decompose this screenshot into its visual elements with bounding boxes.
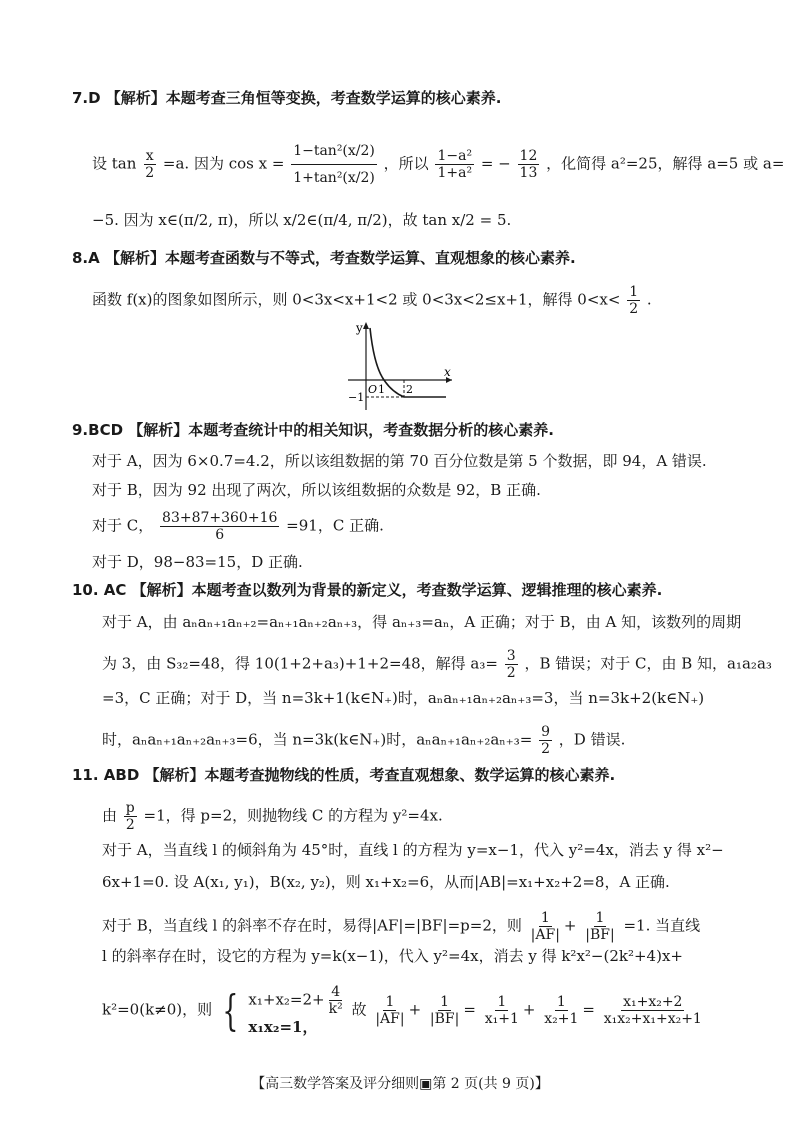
q8-heading: 8.A 【解析】本题考查函数与不等式，考查数学运算、直观想象的核心素养.: [72, 249, 576, 267]
q10-line2: 为 3，由 S₃₂=48，得 10(1+2+a₃)+1+2=48，解得 a₃= $\frac{3}{2}$ ，B 错误；对于 C，由 B 知，a₁a₂a₃: [102, 648, 772, 681]
q11-line2: 对于 A，当直线 l 的倾斜角为 45°时，直线 l 的方程为 y=x−1，代入 y²=4x，消去 y 得 x²−: [102, 841, 724, 859]
q7-heading: 7.D 【解析】本题考查三角恒等变换，考查数学运算的核心素养.: [72, 89, 502, 107]
x-label: x: [444, 365, 451, 379]
y-axis-arrow: [363, 322, 369, 329]
page-footer: 【高三数学答案及评分细则▣第 2 页(共 9 页)】: [251, 1076, 549, 1092]
q7-line2: −5. 因为 x∈(π/2, π)，所以 x/2∈(π/4, π/2)，故 tan x/2 = 5.: [92, 211, 512, 229]
q11-heading: 11. ABD 【解析】本题考查抛物线的性质，考查直观想象、数学运算的核心素养.: [72, 766, 616, 784]
q11-line1: 由 $\frac{p}{2}$ =1，得 p=2，则抛物线 C 的方程为 y²=4x.: [102, 800, 443, 833]
origin-label: O: [368, 383, 378, 396]
q9-d: 对于 D，98−83=15，D 正确.: [92, 553, 303, 571]
q11-line4: 对于 B，当直线 l 的斜率不存在时，易得|AF|=|BF|=p=2，则 $\frac{1}{|AF|}$ + $\frac{1}{|BF|}$ =1. 当直线: [102, 910, 701, 943]
q8-line1: 函数 f(x)的图象如图所示，则 0<3x<x+1<2 或 0<3x<2≤x+1，解得 0<x< $\frac{1}{2}$ .: [92, 284, 652, 317]
cos-fraction: $\frac{\text{1−tan²(x/2)}}{\text{1+tan²(x/2)}}$: [291, 138, 377, 191]
q10-line4: 时，aₙaₙ₊₁aₙ₊₂aₙ₊₃=6，当 n=3k(k∈N₊)时，aₙaₙ₊₁aₙ₊₂aₙ₊₃= $\frac{9}{2}$ ，D 错误.: [102, 724, 626, 757]
q11-line6: k²=0(k≠0)，则 { x₁+x₂=2+ $\frac{4}{\text{k²}}$ x₁x₂=1， 故 $\frac{1}{|AF|}$ + $\frac{1}{|BF|}$ = $\frac{1}{\text{x₁+1}}$ + $\frac{1}{\text{x₂+1}}$ = $\frac{\text{x₁+x₂+2}}{\text{x₁x₂+x₁+x₂+1}}$: [102, 984, 702, 1036]
q9-heading: 9.BCD 【解析】本题考查统计中的相关知识，考查数据分析的核心素养.: [72, 421, 554, 439]
tick-1: 1: [378, 383, 385, 396]
tick-2: 2: [406, 383, 413, 396]
q9-a: 对于 A，因为 6×0.7=4.2，所以该组数据的第 70 百分位数是第 5 个数据，即 94，A 错误.: [92, 452, 707, 470]
q9-b: 对于 B，因为 92 出现了两次，所以该组数据的众数是 92，B 正确.: [92, 481, 541, 499]
function-graph: [340, 318, 460, 414]
q11-line5: l 的斜率存在时，设它的方程为 y=k(x−1)，代入 y²=4x，消去 y 得 k²x²−(2k²+4)x+: [102, 947, 683, 965]
q10-line3: =3，C 正确；对于 D，当 n=3k+1(k∈N₊)时，aₙaₙ₊₁aₙ₊₂aₙ₊₃=3，当 n=3k+2(k∈N₊): [102, 689, 705, 707]
q10-line1: 对于 A，由 aₙaₙ₊₁aₙ₊₂=aₙ₊₁aₙ₊₂aₙ₊₃，得 aₙ₊₃=aₙ，A 正确；对于 B，由 A 知，该数列的周期: [102, 613, 742, 631]
y-label: y: [356, 321, 363, 335]
q11-line3: 6x+1=0. 设 A(x₁, y₁)，B(x₂, y₂)，则 x₁+x₂=6，从而|AB|=x₁+x₂+2=8，A 正确.: [102, 873, 670, 891]
equation-system: x₁+x₂=2+ $\frac{4}{\text{k²}}$ x₁x₂=1，: [248, 984, 343, 1036]
q9-c: 对于 C， $\frac{83+87+360+16}{6}$ =91，C 正确.: [92, 510, 384, 543]
q10-heading: 10. AC 【解析】本题考查以数列为背景的新定义，考查数学运算、逻辑推理的核心素养.: [72, 581, 663, 599]
tick-minus1: −1: [348, 391, 365, 404]
q7-line1: 设 tan $\frac{x}{2}$ =a. 因为 cos x = $\frac{\text{1−tan²(x/2)}}{\text{1+tan²(x/2)}}$ ，所以 $\frac{\text{1−a²}}{\text{1+a²}}$ = − $\frac{12}{13}$ ，化简得 a²=25，解得 a=5 或 a=: [92, 138, 784, 191]
